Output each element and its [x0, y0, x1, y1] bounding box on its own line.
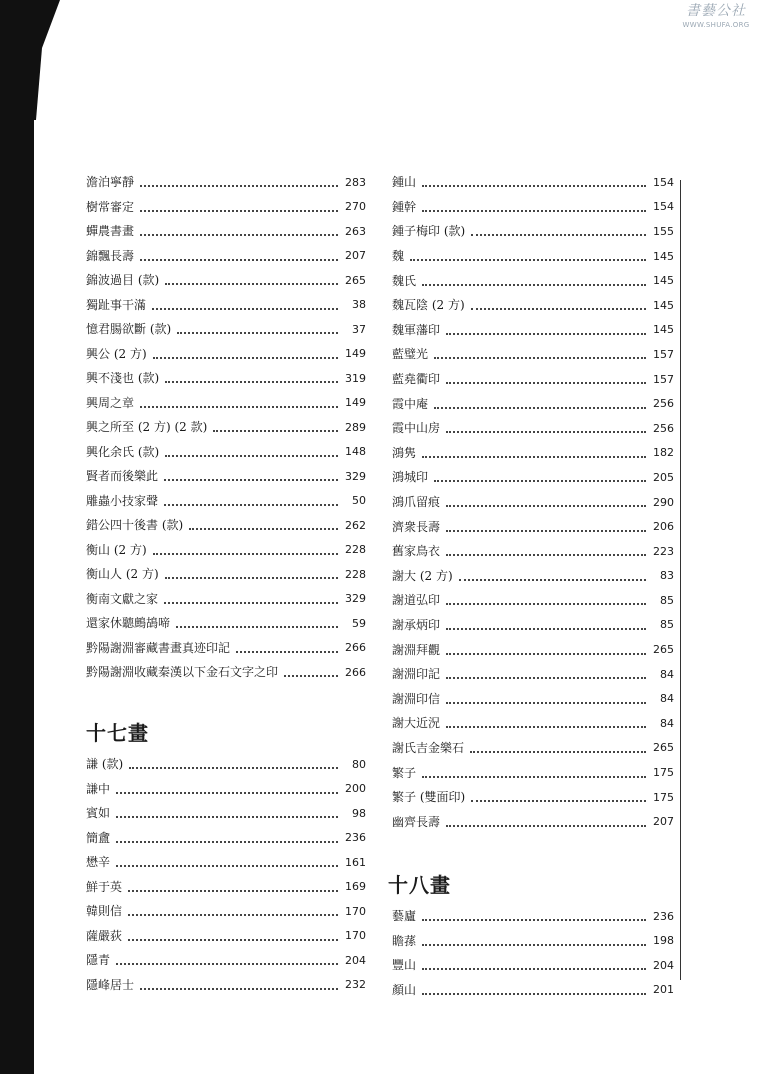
- entry-name: 顏山: [392, 982, 417, 997]
- entry-page-number: 200: [345, 782, 366, 796]
- entry-name: 賓如: [86, 806, 111, 821]
- index-entry: [392, 268, 674, 293]
- dot-leader: [153, 541, 338, 555]
- index-entry: [392, 686, 674, 711]
- entry-page-number: 37: [352, 322, 366, 336]
- entry-name: 衡南文獻之家: [86, 591, 159, 606]
- index-entry: [392, 244, 674, 269]
- entry-page-number: 182: [653, 446, 674, 460]
- dot-leader: [471, 222, 646, 236]
- dot-leader: [422, 907, 646, 921]
- dot-leader: [422, 932, 646, 946]
- dot-leader: [164, 467, 338, 481]
- index-entry: [86, 973, 366, 998]
- index-entry: [388, 953, 674, 978]
- entry-page-number: 85: [660, 618, 674, 632]
- entry-page-number: 232: [345, 978, 366, 992]
- dot-leader: [446, 493, 646, 507]
- entry-page-number: 83: [660, 569, 674, 583]
- right-index-column: [392, 170, 674, 834]
- dot-leader: [446, 542, 646, 556]
- entry-page-number: 228: [345, 567, 366, 581]
- dot-leader: [422, 444, 646, 458]
- index-entry: [86, 195, 366, 220]
- entry-name: 謝大 (2 方): [392, 568, 453, 583]
- entry-page-number: 80: [352, 757, 366, 771]
- index-entry: [86, 562, 366, 587]
- entry-name: 隱峰居士: [86, 977, 135, 992]
- entry-page-number: 270: [345, 200, 366, 214]
- index-entry: [86, 170, 366, 195]
- index-entry: [392, 588, 674, 613]
- scan-edge: [0, 0, 34, 1074]
- dot-leader: [422, 173, 646, 187]
- index-entry: [392, 219, 674, 244]
- dot-leader: [128, 927, 338, 941]
- index-entry: [86, 801, 366, 826]
- dot-leader: [422, 764, 646, 778]
- entry-name: 鍾幹: [392, 199, 417, 214]
- entry-page-number: 175: [653, 790, 674, 804]
- entry-name: 魏軍藩印: [392, 322, 441, 337]
- dot-leader: [446, 591, 646, 605]
- dot-leader: [116, 951, 338, 965]
- entry-page-number: 265: [345, 273, 366, 287]
- dot-leader: [434, 468, 646, 482]
- entry-page-number: 329: [345, 592, 366, 606]
- index-entry: [392, 441, 674, 466]
- dot-leader: [128, 878, 338, 892]
- index-entry: [86, 440, 366, 465]
- index-entry: [86, 924, 366, 949]
- entry-page-number: 85: [660, 593, 674, 607]
- entry-name: 興化余氏 (款): [86, 444, 160, 459]
- index-entry: [392, 613, 674, 638]
- entry-name: 黔陽謝淵審藏書畫真迹印記: [86, 640, 231, 655]
- entry-page-number: 198: [653, 934, 674, 948]
- dot-leader: [116, 780, 338, 794]
- entry-page-number: 265: [653, 741, 674, 755]
- entry-page-number: 161: [345, 855, 366, 869]
- entry-page-number: 223: [653, 544, 674, 558]
- dot-leader: [165, 369, 338, 383]
- dot-leader: [189, 516, 338, 530]
- entry-page-number: 59: [352, 616, 366, 630]
- index-entry: [388, 904, 674, 929]
- entry-name: 懋辛: [86, 855, 111, 870]
- dot-leader: [422, 198, 646, 212]
- entry-name: 興周之章: [86, 395, 135, 410]
- entry-page-number: 266: [345, 641, 366, 655]
- dot-leader: [410, 247, 646, 261]
- entry-name: 獨趾事干滿: [86, 297, 147, 312]
- index-entry: [86, 489, 366, 514]
- entry-page-number: 207: [345, 249, 366, 263]
- dot-leader: [236, 639, 338, 653]
- entry-name: 黔陽謝淵收藏秦漢以下金石文字之印: [86, 665, 279, 680]
- index-entry: [86, 850, 366, 875]
- dot-leader: [165, 443, 338, 457]
- entry-name: 藍璧光: [392, 347, 429, 362]
- index-entry: [392, 465, 674, 490]
- entry-page-number: 149: [345, 396, 366, 410]
- watermark-title: 書藝公社: [686, 3, 746, 19]
- index-entry: [388, 978, 674, 1003]
- index-entry: [86, 899, 366, 924]
- left-index-column: [86, 170, 366, 685]
- index-entry: [392, 318, 674, 343]
- entry-name: 薩嚴荻: [86, 928, 123, 943]
- entry-name: 謝淵拜觀: [392, 642, 441, 657]
- entry-page-number: 204: [345, 953, 366, 967]
- index-entry: [86, 826, 366, 851]
- entry-name: 濟衆長壽: [392, 519, 441, 534]
- entry-page-number: 155: [653, 224, 674, 238]
- index-entry: [392, 736, 674, 761]
- entry-name: 豐山: [392, 958, 417, 973]
- entry-page-number: 205: [653, 470, 674, 484]
- dot-leader: [434, 395, 646, 409]
- entry-name: 魏: [392, 249, 405, 264]
- entry-page-number: 170: [345, 929, 366, 943]
- entry-page-number: 265: [653, 643, 674, 657]
- entry-name: 憶君腸欲斷 (款): [86, 322, 172, 337]
- entry-page-number: 157: [653, 347, 674, 361]
- entry-page-number: 169: [345, 880, 366, 894]
- index-entry: [86, 660, 366, 685]
- entry-name: 澹泊寧靜: [86, 175, 135, 190]
- dot-leader: [165, 271, 338, 285]
- entry-page-number: 50: [352, 494, 366, 508]
- dot-leader: [165, 565, 338, 579]
- dot-leader: [471, 296, 646, 310]
- dot-leader: [422, 956, 646, 970]
- dot-leader: [446, 616, 646, 630]
- entry-page-number: 329: [345, 469, 366, 483]
- watermark-url: WWW.SHUFA.ORG: [682, 21, 750, 29]
- index-entry: [392, 367, 674, 392]
- dot-leader: [446, 690, 646, 704]
- dot-leader: [446, 641, 646, 655]
- entry-name: 興之所至 (2 方) (2 款): [86, 420, 208, 435]
- scan-edge-top: [0, 0, 60, 120]
- entry-page-number: 84: [660, 716, 674, 730]
- dot-leader: [116, 829, 338, 843]
- entry-name: 韓則信: [86, 904, 123, 919]
- entry-page-number: 84: [660, 667, 674, 681]
- entry-page-number: 38: [352, 298, 366, 312]
- dot-leader: [164, 492, 338, 506]
- entry-page-number: 206: [653, 520, 674, 534]
- entry-name: 衡山人 (2 方): [86, 567, 159, 582]
- entry-name: 霞中庵: [392, 396, 429, 411]
- index-entry: [392, 539, 674, 564]
- entry-page-number: 256: [653, 397, 674, 411]
- entry-name: 鮮于英: [86, 879, 123, 894]
- dot-leader: [129, 755, 338, 769]
- dot-leader: [434, 345, 646, 359]
- entry-name: 鴻爪留痕: [392, 495, 441, 510]
- entry-page-number: 319: [345, 371, 366, 385]
- entry-name: 錯公四十後書 (款): [86, 518, 184, 533]
- entry-page-number: 266: [345, 665, 366, 679]
- index-entry: [392, 514, 674, 539]
- entry-name: 樹常審定: [86, 199, 135, 214]
- entry-page-number: 228: [345, 543, 366, 557]
- index-entry: [86, 342, 366, 367]
- index-entry: [86, 293, 366, 318]
- dot-leader: [446, 665, 646, 679]
- entry-name: 雕蟲小技家聲: [86, 493, 159, 508]
- entry-name: 衡山 (2 方): [86, 542, 147, 557]
- index-entry: [86, 244, 366, 269]
- dot-leader: [471, 788, 646, 802]
- entry-name: 賢者而後樂此: [86, 469, 159, 484]
- index-entry: [86, 752, 366, 777]
- entry-name: 謙 (款): [86, 757, 124, 772]
- index-entry: [86, 948, 366, 973]
- entry-name: 謝淵印信: [392, 691, 441, 706]
- index-entry: [392, 809, 674, 834]
- section-entry-list: [86, 752, 366, 997]
- index-entry: [392, 195, 674, 220]
- entry-page-number: 154: [653, 200, 674, 214]
- entry-page-number: 145: [653, 249, 674, 263]
- index-entry: [392, 293, 674, 318]
- index-entry: [392, 342, 674, 367]
- index-entry: [86, 464, 366, 489]
- entry-name: 謝道弘印: [392, 593, 441, 608]
- index-entry: [392, 564, 674, 589]
- dot-leader: [153, 345, 338, 359]
- dot-leader: [446, 813, 646, 827]
- entry-name: 謝氏吉金樂石: [392, 740, 465, 755]
- entry-page-number: 201: [653, 983, 674, 997]
- entry-page-number: 175: [653, 766, 674, 780]
- dot-leader: [116, 804, 338, 818]
- entry-page-number: 149: [345, 347, 366, 361]
- dot-leader: [140, 222, 338, 236]
- entry-name: 蟬農書畫: [86, 224, 135, 239]
- right-column-rule: [680, 180, 681, 980]
- index-entry: [392, 391, 674, 416]
- index-entry: [86, 415, 366, 440]
- index-entry: [86, 611, 366, 636]
- right-section-18-strokes: [388, 862, 674, 1002]
- entry-name: 霞中山房: [392, 421, 441, 436]
- dot-leader: [140, 247, 338, 261]
- index-entry: [392, 637, 674, 662]
- entry-page-number: 289: [345, 420, 366, 434]
- watermark: [678, 4, 754, 40]
- entry-name: 錦飄長壽: [86, 248, 135, 263]
- entry-name: 還家休聽鷓鴣啼: [86, 616, 171, 631]
- index-entry: [86, 391, 366, 416]
- entry-page-number: 145: [653, 298, 674, 312]
- dot-leader: [176, 614, 338, 628]
- index-entry: [86, 513, 366, 538]
- index-entry: [392, 416, 674, 441]
- entry-name: 興公 (2 方): [86, 346, 147, 361]
- entry-name: 藝廬: [392, 909, 417, 924]
- entry-name: 謙中: [86, 781, 111, 796]
- dot-leader: [177, 320, 338, 334]
- entry-page-number: 207: [653, 815, 674, 829]
- dot-leader: [446, 321, 646, 335]
- entry-page-number: 98: [352, 806, 366, 820]
- dot-leader: [128, 902, 338, 916]
- dot-leader: [446, 419, 646, 433]
- index-entry: [86, 366, 366, 391]
- entry-page-number: 236: [345, 831, 366, 845]
- entry-page-number: 145: [653, 274, 674, 288]
- index-entry: [392, 785, 674, 810]
- entry-name: 鍾山: [392, 175, 417, 190]
- index-entry: [86, 268, 366, 293]
- entry-name: 幽齊長壽: [392, 814, 441, 829]
- entry-name: 魏瓦陰 (2 方): [392, 298, 465, 313]
- entry-name: 繁子 (雙面印): [392, 790, 466, 805]
- entry-page-number: 256: [653, 421, 674, 435]
- section-heading: 十七畫: [86, 720, 149, 745]
- dot-leader: [422, 272, 646, 286]
- dot-leader: [446, 370, 646, 384]
- entry-page-number: 204: [653, 958, 674, 972]
- entry-page-number: 148: [345, 445, 366, 459]
- index-entry: [86, 875, 366, 900]
- dot-leader: [140, 976, 338, 990]
- entry-page-number: 154: [653, 175, 674, 189]
- entry-name: 魏氏: [392, 273, 417, 288]
- entry-name: 鴻城印: [392, 470, 429, 485]
- entry-name: 繁子: [392, 765, 417, 780]
- entry-page-number: 145: [653, 323, 674, 337]
- index-entry: [86, 317, 366, 342]
- entry-page-number: 157: [653, 372, 674, 386]
- entry-name: 舊家鳥衣: [392, 544, 441, 559]
- dot-leader: [140, 173, 338, 187]
- index-entry: [392, 711, 674, 736]
- dot-leader: [140, 198, 338, 212]
- entry-name: 簡盦: [86, 830, 111, 845]
- dot-leader: [446, 714, 646, 728]
- entry-page-number: 290: [653, 495, 674, 509]
- dot-leader: [422, 981, 646, 995]
- index-entry: [392, 170, 674, 195]
- dot-leader: [164, 590, 338, 604]
- index-entry: [86, 636, 366, 661]
- entry-name: 錦波過目 (款): [86, 273, 160, 288]
- index-entry: [392, 490, 674, 515]
- entry-name: 隱青: [86, 953, 111, 968]
- entry-name: 謝大近況: [392, 716, 441, 731]
- index-entry: [392, 662, 674, 687]
- index-entry: [86, 538, 366, 563]
- entry-page-number: 84: [660, 692, 674, 706]
- entry-name: 興不淺也 (款): [86, 371, 160, 386]
- dot-leader: [116, 853, 338, 867]
- dot-leader: [152, 296, 338, 310]
- dot-leader: [213, 418, 338, 432]
- index-entry: [86, 219, 366, 244]
- entry-name: 瞻蓀: [392, 933, 417, 948]
- dot-leader: [470, 739, 646, 753]
- entry-page-number: 236: [653, 909, 674, 923]
- entry-name: 藍堯衢印: [392, 372, 441, 387]
- index-entry: [392, 760, 674, 785]
- section-entry-list: [388, 904, 674, 1002]
- index-entry: [86, 587, 366, 612]
- dot-leader: [446, 518, 646, 532]
- entry-name: 鴻隽: [392, 445, 417, 460]
- entry-page-number: 283: [345, 175, 366, 189]
- entry-page-number: 263: [345, 224, 366, 238]
- dot-leader: [459, 567, 646, 581]
- left-section-17-strokes: [86, 710, 366, 997]
- index-entry: [86, 777, 366, 802]
- entry-name: 謝淵印記: [392, 667, 441, 682]
- entry-page-number: 262: [345, 518, 366, 532]
- dot-leader: [140, 394, 338, 408]
- dot-leader: [284, 663, 338, 677]
- entry-name: 謝承炳印: [392, 617, 441, 632]
- section-heading: 十八畫: [388, 872, 451, 897]
- entry-page-number: 170: [345, 904, 366, 918]
- entry-name: 鍾子梅印 (款): [392, 224, 466, 239]
- index-entry: [388, 929, 674, 954]
